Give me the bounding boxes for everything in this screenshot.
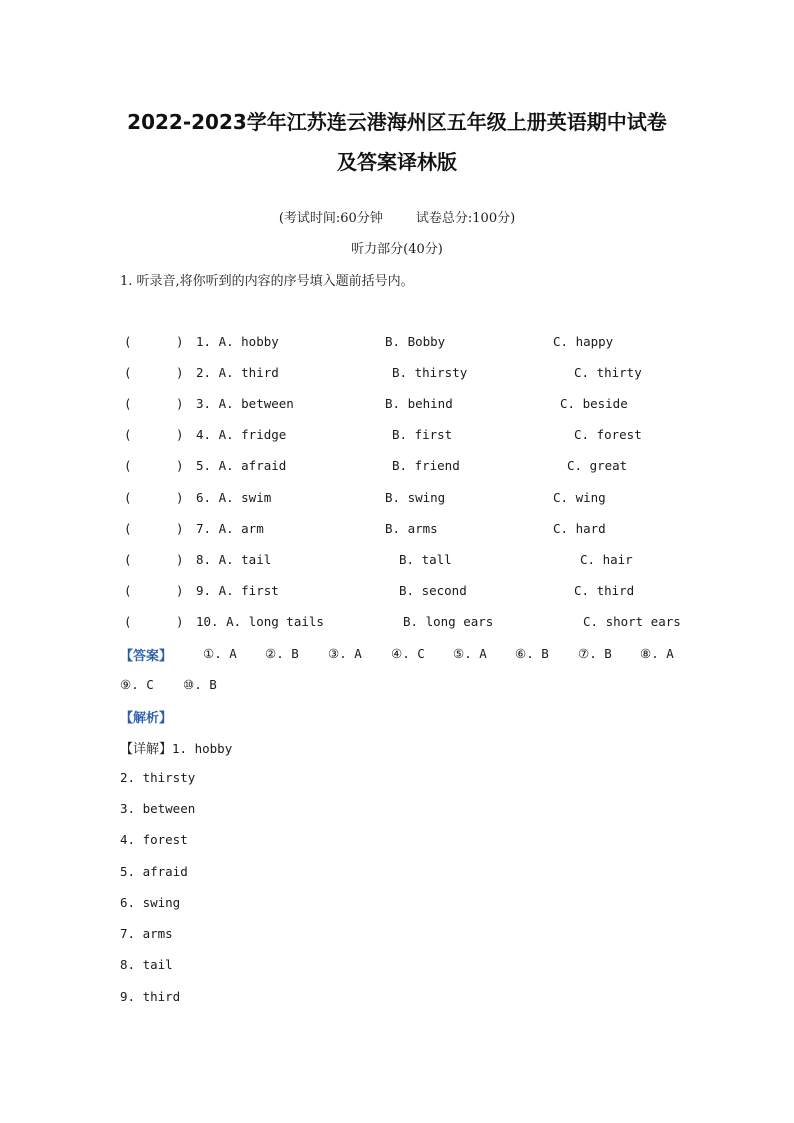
- option-c: C. happy: [553, 334, 614, 349]
- section-heading: 听力部分(40分): [351, 242, 443, 257]
- option-a: 2. A. third: [196, 365, 279, 380]
- answer-bracket-open: (: [124, 552, 132, 567]
- answer-item: ②. B: [265, 646, 299, 661]
- answer-bracket-close: ): [176, 396, 184, 411]
- answer-bracket-close: ): [176, 490, 184, 505]
- detail-text: 1. hobby: [172, 741, 233, 756]
- option-b: B. thirsty: [392, 365, 468, 380]
- detail-item: 5. afraid: [120, 864, 188, 879]
- document-title-line-1: 2022-2023学年江苏连云港海州区五年级上册英语期中试卷: [127, 110, 667, 134]
- question-instruction: 1. 听录音,将你听到的内容的序号填入题前括号内。: [120, 274, 414, 289]
- answer-bracket-open: (: [124, 583, 132, 598]
- detail-item: 7. arms: [120, 926, 173, 941]
- option-c: C. short ears: [583, 614, 681, 629]
- option-a: 4. A. fridge: [196, 427, 287, 442]
- detail-item: 6. swing: [120, 895, 181, 910]
- detail-item: 4. forest: [120, 832, 188, 847]
- question-row: [0, 458, 794, 478]
- option-b: B. behind: [385, 396, 453, 411]
- detail-item: 2. thirsty: [120, 770, 196, 785]
- answer-item: ⑤. A: [453, 646, 487, 661]
- detail-item: 8. tail: [120, 957, 173, 972]
- option-b: B. arms: [385, 521, 438, 536]
- option-c: C. thirty: [574, 365, 642, 380]
- option-a: 6. A. swim: [196, 490, 272, 505]
- answer-item: ③. A: [328, 646, 362, 661]
- option-c: C. wing: [553, 490, 606, 505]
- answer-bracket-open: (: [124, 427, 132, 442]
- answer-item: ⑨. C: [120, 677, 154, 692]
- exam-score: 试卷总分:100分): [415, 211, 516, 226]
- option-c: C. forest: [574, 427, 642, 442]
- question-row: [0, 427, 794, 447]
- answer-bracket-close: ): [176, 365, 184, 380]
- question-row: [0, 334, 794, 354]
- option-a: 3. A. between: [196, 396, 294, 411]
- answer-bracket-close: ): [176, 552, 184, 567]
- question-row: [0, 614, 794, 634]
- detail-item: 3. between: [120, 801, 196, 816]
- answer-item: ⑩. B: [183, 677, 217, 692]
- answer-bracket-close: ): [176, 614, 184, 629]
- option-b: B. long ears: [403, 614, 494, 629]
- option-b: B. tall: [399, 552, 452, 567]
- exam-meta: [0, 207, 794, 226]
- answer-bracket-close: ): [176, 521, 184, 536]
- option-c: C. third: [574, 583, 635, 598]
- option-b: B. first: [392, 427, 453, 442]
- answer-bracket-open: (: [124, 396, 132, 411]
- question-row: [0, 396, 794, 416]
- question-row: [0, 490, 794, 510]
- option-c: C. beside: [560, 396, 628, 411]
- exam-time: (考试时间:60分钟: [278, 211, 383, 226]
- document-title-line-2: 及答案译林版: [337, 150, 457, 174]
- answer-bracket-open: (: [124, 521, 132, 536]
- answer-bracket-open: (: [124, 365, 132, 380]
- detail-item: [120, 738, 232, 757]
- answer-label: 【答案】: [120, 649, 173, 664]
- question-row: [0, 583, 794, 603]
- question-row: [0, 552, 794, 572]
- answer-bracket-close: ): [176, 458, 184, 473]
- option-b: B. friend: [392, 458, 460, 473]
- answer-item: ①. A: [203, 646, 237, 661]
- answer-bracket-open: (: [124, 614, 132, 629]
- answer-bracket-open: (: [124, 458, 132, 473]
- answer-bracket-close: ): [176, 427, 184, 442]
- answer-bracket-close: ): [176, 583, 184, 598]
- answer-item: ⑧. A: [640, 646, 674, 661]
- answer-item: ④. C: [391, 646, 425, 661]
- option-c: C. great: [567, 458, 628, 473]
- answer-item: ⑦. B: [578, 646, 612, 661]
- option-a: 7. A. arm: [196, 521, 264, 536]
- option-b: B. second: [399, 583, 467, 598]
- answer-bracket-open: (: [124, 490, 132, 505]
- option-c: C. hair: [580, 552, 633, 567]
- analysis-label: 【解析】: [120, 711, 173, 726]
- option-a: 5. A. afraid: [196, 458, 287, 473]
- option-a: 1. A. hobby: [196, 334, 279, 349]
- option-b: B. swing: [385, 490, 446, 505]
- option-a: 10. A. long tails: [196, 614, 324, 629]
- option-a: 9. A. first: [196, 583, 279, 598]
- answer-bracket-close: ): [176, 334, 184, 349]
- option-a: 8. A. tail: [196, 552, 272, 567]
- answer-item: ⑥. B: [515, 646, 549, 661]
- option-c: C. hard: [553, 521, 606, 536]
- option-b: B. Bobby: [385, 334, 446, 349]
- detail-label: 【详解】: [120, 742, 173, 757]
- answer-bracket-open: (: [124, 334, 132, 349]
- question-row: [0, 365, 794, 385]
- question-row: [0, 521, 794, 541]
- detail-item: 9. third: [120, 989, 181, 1004]
